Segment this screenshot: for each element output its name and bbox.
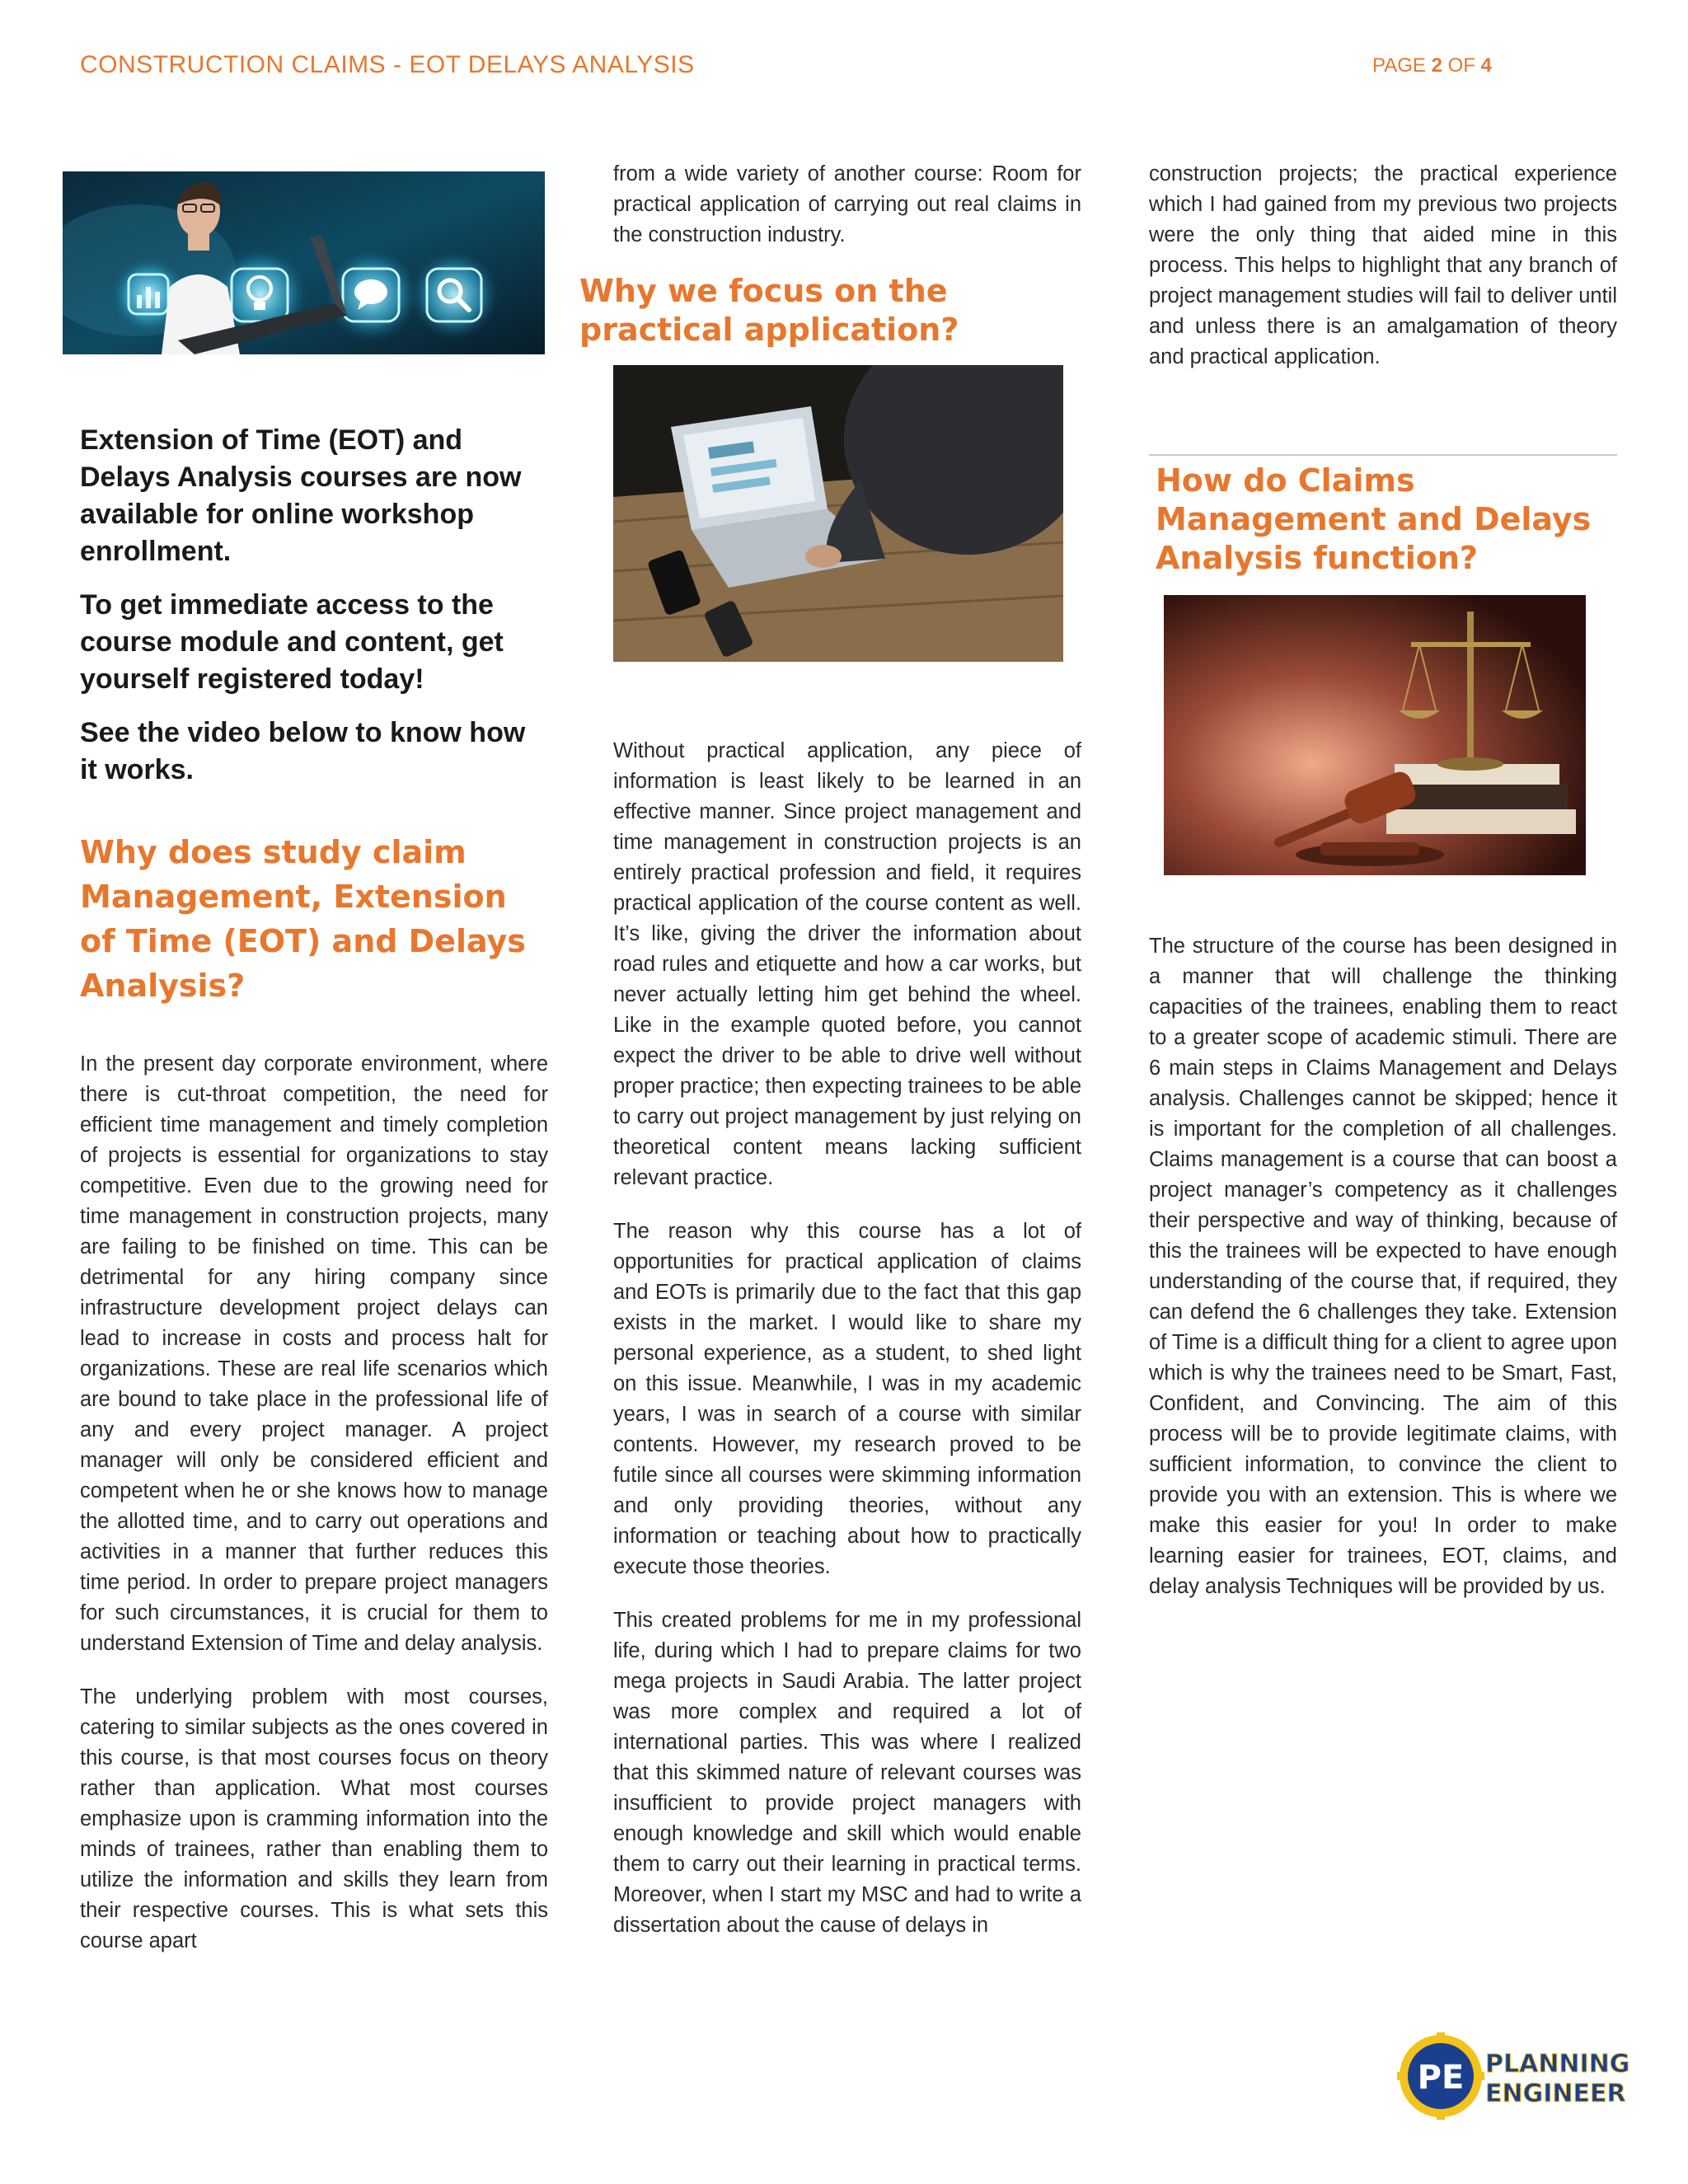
page-total: 4: [1480, 54, 1492, 77]
desk-image-svg: [613, 365, 1063, 662]
paragraph-without-practical: Without practical application, any piece of information is least likely to be learned in an effective manner. Since project management and time management in construction projects is an entirely practical profession and field, it requires practical application of the course content as well. It’s like, giving the driver the information about road rules and etiquette and how a car works, but never actually letting him get behind the wheel. Like in the example quoted before, you cannot expect the driver to be able to drive well without proper practice; then expecting trainees to be able to carry out project management by just relying on theoretical content means lacking sufficient relevant practice.: [613, 739, 1081, 1189]
document-header-title: CONSTRUCTION CLAIMS - EOT DELAYS ANALYSIS: [80, 51, 695, 78]
column-right: [1149, 159, 1617, 373]
paragraph-reason-why: The reason why this course has a lot of opportunities for practical application of claims and EOTs is primarily due to the fact that this gap exists in the market. I would like to share my personal experience, as a student, to shed light on this issue. Meanwhile, I was in my academic years, I was in search of a course with similar contents. However, my research proved to be futile since all courses were skimming information and only providing theories, without any information or teaching about how to practically execute those theories.: [613, 1220, 1081, 1578]
scales-image-svg: [1164, 595, 1586, 875]
page-of: OF: [1442, 54, 1481, 77]
paragraph-corporate-environment: In the present day corporate environment, where there is cut-throat competition, the need for efficient time management and timely completion of projects is essential for organizations to stay competitive. Even due to the growing need for time management in construction projects, many are failing to be finished on time. This can be detrimental for any hiring company since infrastructure development project delays can lead to increase in costs and process halt for organizations. These are real life scenarios which are bound to take place in the professional life of any and every project manager. A project manager will only be considered efficient and competent when he or she knows how to manage the allotted time, and to carry out operations and activities in a manner that further reduces this time period. In order to prepare project managers for such circumstances, it is crucial for them to understand Extension of Time and delay analysis.: [80, 1052, 548, 1655]
heading-claims-wrapper: [1149, 462, 1617, 578]
heading-why-practical: Why we focus on the practical application?: [579, 273, 959, 348]
intro-video-text: See the video below to know how it works.: [80, 717, 526, 785]
column-middle: [613, 159, 1081, 251]
image-person-laptop-desk: [613, 365, 1063, 662]
intro-access-text: To get immediate access to the course module and content, get yourself registered today!: [80, 589, 504, 695]
heading-practical-wrapper: [579, 272, 1090, 349]
page-current: 2: [1431, 54, 1442, 77]
paragraph-underlying-problem: The underlying problem with most courses, catering to similar subjects as the ones covered in this course, is that most courses focus on theory rather than application. What most courses emphasize upon is cramming information into the minds of trainees, rather than enabling them to utilize the information and skills they learn from their respective courses. This is what sets this course apart: [80, 1685, 548, 1952]
column-right-body: [1149, 931, 1617, 1602]
page-number: [1372, 54, 1492, 77]
paragraph-course-structure: The structure of the course has been designed in a manner that will challenge the thinking capacities of the trainees, enabling them to react to a greater scope of academic stimuli. There are 6 main steps in Claims Management and Delays analysis. Challenges cannot be skipped; hence it is important for the completion of all challenges. Claims management is a course that can boost a project manager’s competency as it challenges their perspective and way of thinking, because of this the trainees will be expected to have enough understanding of the course that, if required, they can defend the 6 challenges they take. Extension of Time is a difficult thing for a client to agree upon which is why the trainees need to be Smart, Fast, Confident, and Convincing. The aim of this process will be to provide legitimate claims, with sufficient information, to convince the client to provide you with an extension. This is where we make this easier for you! In order to make learning easier for trainees, EOT, claims, and delay analysis Techniques will be provided by us.: [1149, 935, 1617, 1598]
magnifier-icon: [409, 250, 499, 340]
column-middle-body: [613, 736, 1081, 1941]
heading-why-study-claims: Why does study claim Management, Extension of Time (EOT) and Delays Analysis?: [80, 834, 526, 1004]
paragraph-created-problems: This created problems for me in my professional life, during which I had to prepare claims for two mega projects in Saudi Arabia. The latter project was more complex and required a lot of international parties. This was where I realized that this skimmed nature of relevant courses was insufficient to provide project managers with enough knowledge and skill which would enable them to carry out their learning in practical terms. Moreover, when I start my MSC and had to write a dissertation about the cause of delays in: [613, 1609, 1081, 1937]
hero-image-laptop-icons: [63, 171, 545, 354]
paragraph-continued-construction: construction projects; the practical experience which I had gained from my previous two projects were the only thing that aided mine in this process. This helps to highlight that any branch of project management studies will fail to deliver until and unless there is an amalgamation of theory and practical application.: [1149, 162, 1617, 368]
hero-image-svg: [63, 171, 545, 354]
section-divider: [1149, 454, 1617, 456]
paragraph-continued-room: from a wide variety of another course: Room for practical application of carrying out real claims in the construction industry.: [613, 162, 1081, 246]
image-scales-gavel: [1164, 595, 1586, 875]
page-prefix: PAGE: [1372, 54, 1432, 77]
logo-line1: PLANNING: [1485, 2050, 1630, 2079]
logo-line2: ENGINEER: [1485, 2079, 1626, 2108]
column-left: [80, 422, 548, 1957]
logo-mark: PE: [1417, 2059, 1465, 2097]
logo-svg: [1393, 2031, 1640, 2121]
planning-engineer-logo: [1393, 2031, 1640, 2121]
intro-enrollment-text: Extension of Time (EOT) and Delays Analysis courses are now available for online workshop enrollment.: [80, 424, 522, 567]
heading-how-claims-function: How do Claims Management and Delays Analysis function?: [1156, 462, 1592, 576]
